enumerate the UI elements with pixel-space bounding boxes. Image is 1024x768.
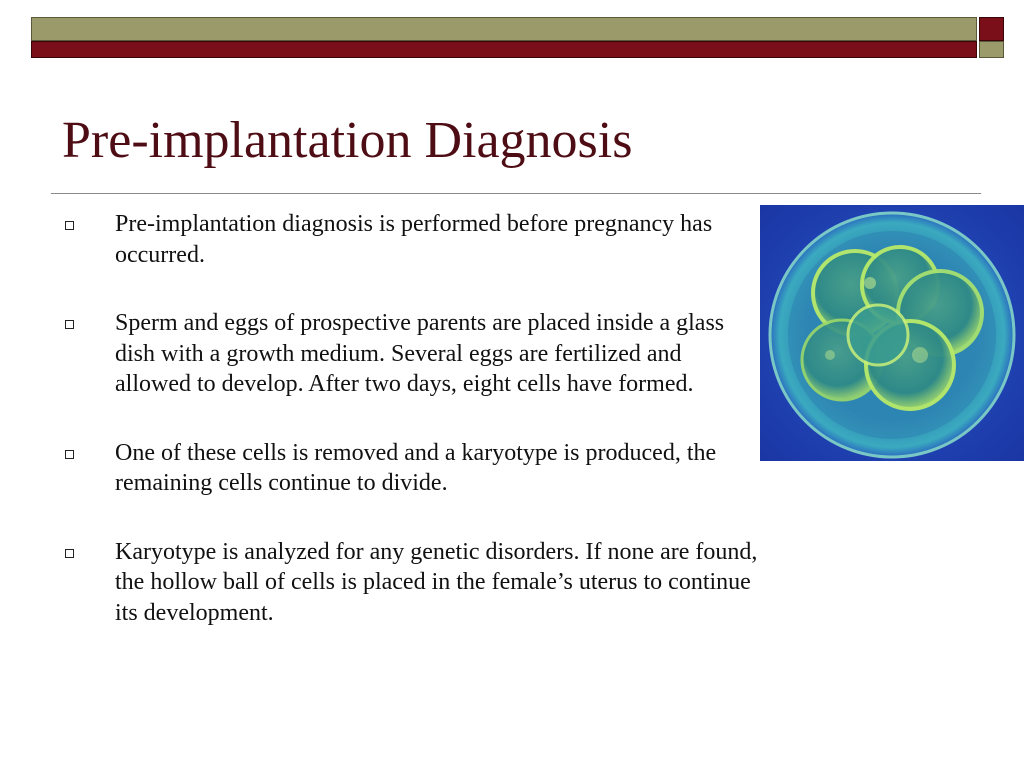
bullet-item bbox=[62, 438, 762, 499]
bullet-item bbox=[62, 537, 762, 629]
bullet-text: One of these cells is removed and a karyotype is produced, the remaining cells continue to divide. bbox=[115, 439, 717, 496]
hollow-square-icon bbox=[65, 320, 74, 329]
bullet-text: Sperm and eggs of prospective parents are placed inside a glass dish with a growth medium. Several eggs are fertilized and allowed to develop. After two days, eight cells have formed. bbox=[115, 310, 725, 397]
header-square-maroon bbox=[979, 17, 1004, 41]
bullet-text: Pre-implantation diagnosis is performed before pregnancy has occurred. bbox=[115, 211, 713, 268]
header-bar-maroon bbox=[31, 41, 977, 58]
embryo-photo bbox=[760, 205, 1024, 461]
bullet-item bbox=[62, 209, 762, 270]
bullet-list bbox=[62, 209, 762, 666]
title-divider bbox=[51, 193, 981, 194]
header-bar-olive bbox=[31, 17, 977, 41]
hollow-square-icon bbox=[65, 450, 74, 459]
hollow-square-icon bbox=[65, 221, 74, 230]
bullet-text: Karyotype is analyzed for any genetic disorders. If none are found, the hollow ball of cells is placed in the female’s uterus to continue its development. bbox=[115, 538, 758, 626]
hollow-square-icon bbox=[65, 549, 74, 558]
header-square-olive bbox=[979, 41, 1004, 58]
bullet-item bbox=[62, 308, 762, 400]
slide-title: Pre-implantation Diagnosis bbox=[62, 112, 633, 169]
